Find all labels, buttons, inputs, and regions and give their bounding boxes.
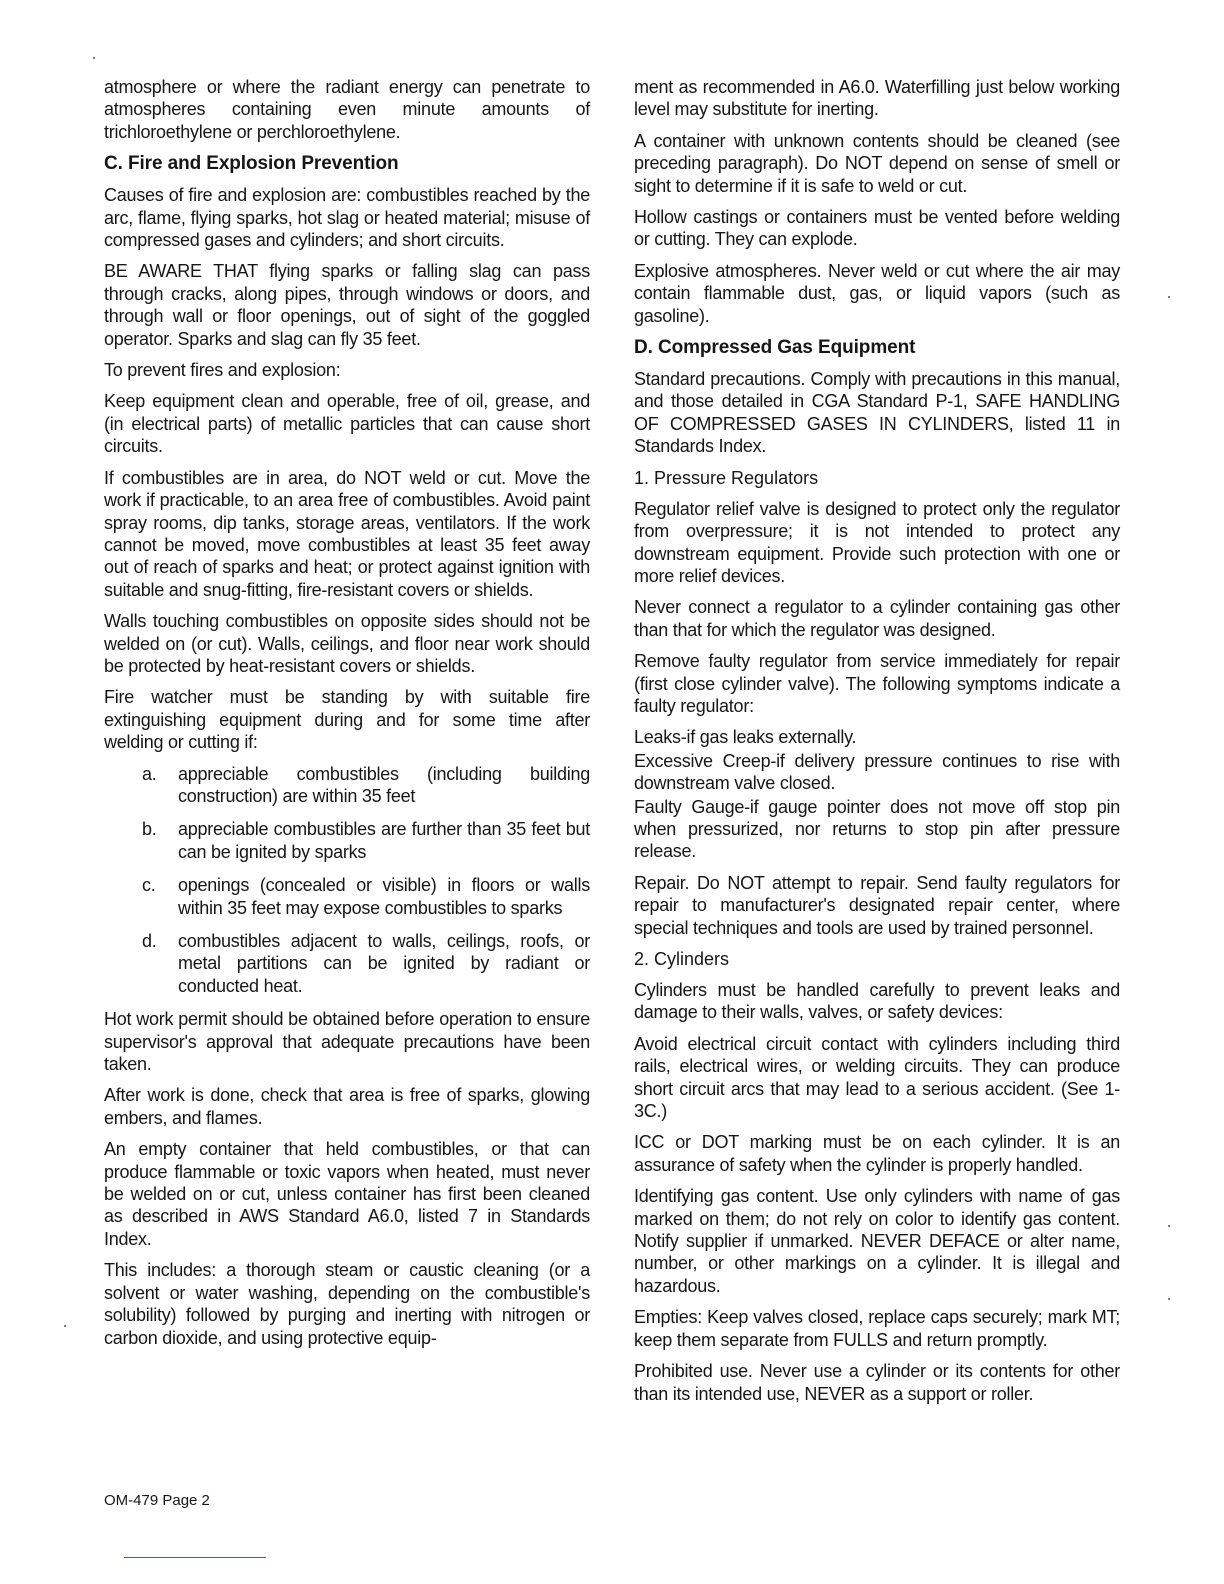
scan-speck — [1168, 1225, 1170, 1227]
list-marker: b. — [142, 819, 157, 840]
footer-rule — [124, 1557, 266, 1558]
list-item — [104, 818, 590, 863]
never-connect-paragraph: Never connect a regulator to a cylinder containing gas other than that for which the regulator was designed. — [634, 597, 1120, 640]
continuation-paragraph: ment as recommended in A6.0. Waterfilling just below working level may substitute for inerting. — [634, 77, 1120, 120]
list-item-text: appreciable combustibles are further than 35 feet but can be ignited by sparks — [178, 819, 590, 862]
scan-speck — [64, 1325, 66, 1327]
list-item — [104, 930, 590, 997]
heading-pressure-regulators: 1. Pressure Regulators — [634, 467, 819, 488]
scan-speck — [1168, 1298, 1170, 1300]
list-item — [104, 763, 590, 808]
list-item-text: openings (concealed or visible) in floors or walls within 35 feet may expose combustibles to sparks — [178, 875, 590, 918]
avoid-contact-paragraph: Avoid electrical circuit contact with cylinders including third rails, electrical wires, or welding circuits. They can produce short circuit arcs that may lead to a serious accident. (See 1-3C.) — [634, 1033, 1120, 1122]
list-item-text: appreciable combustibles (including building construction) are within 35 feet — [178, 763, 590, 806]
relief-valve-paragraph: Regulator relief valve is designed to protect only the regulator from overpressure; it is not intended to protect any downstream equipment. Provide such protection with one or more relief devices. — [634, 498, 1120, 586]
hollow-castings-paragraph: Hollow castings or containers must be vented before welding or cutting. They can explode. — [634, 207, 1120, 250]
leaks-paragraph: Leaks-if gas leaks externally. — [634, 727, 857, 748]
empties-paragraph: Empties: Keep valves closed, replace caps securely; mark MT; keep them separate from FULLS and return promptly. — [634, 1307, 1120, 1350]
heading-cylinders: 2. Cylinders — [634, 949, 730, 969]
scan-speck — [93, 57, 95, 59]
list-marker: a. — [142, 763, 157, 784]
fire-watcher-conditions-list — [104, 763, 590, 998]
page-footer: OM-479 Page 2 — [104, 1492, 210, 1509]
explosive-atmospheres-paragraph: Explosive atmospheres. Never weld or cut where the air may contain flammable dust, gas, or liquid vapors (such as gasoline). — [634, 260, 1120, 326]
list-item — [104, 874, 590, 919]
left-column — [104, 76, 590, 1358]
heading-compressed-gas-equipment: D. Compressed Gas Equipment — [634, 337, 916, 359]
this-includes-paragraph: This includes: a thorough steam or caustic cleaning (or a solvent or water washing, depending on the combustible's solubility) followed by purging and inerting with nitrogen or carbon dioxide, and using protective equip- — [104, 1260, 590, 1348]
list-marker: c. — [142, 875, 156, 896]
empty-container-paragraph: An empty container that held combustibles, or that can produce flammable or toxic vapors when heated, must never be welded on or cut, unless container has first been cleaned as described in AWS Standard A6.0, listed 7 in Standards Index. — [104, 1139, 590, 1249]
if-combustibles-paragraph: If combustibles are in area, do NOT weld or cut. Move the work if practicable, to an area free of combustibles. Avoid paint spray rooms, dip tanks, storage areas, ventilators. If the work cannot be moved, move combustibles at least 35 feet away out of reach of sparks and heat; or protect against ignition with suitable and snug-fitting, fire-resistant covers or shields. — [104, 467, 590, 600]
walls-paragraph: Walls touching combustibles on opposite sides should not be welded on (or cut). Walls, ceilings, and floor near work should be protected by heat-resistant covers or shields. — [104, 611, 590, 676]
scan-speck — [1168, 296, 1170, 298]
fire-watcher-paragraph: Fire watcher must be standing by with suitable fire extinguishing equipment during and for some time after welding or cutting if: — [104, 687, 590, 753]
hot-work-paragraph: Hot work permit should be obtained before operation to ensure supervisor's approval that adequate precautions have been taken. — [104, 1009, 590, 1075]
right-column — [634, 76, 1120, 1414]
heading-fire-explosion-prevention: C. Fire and Explosion Prevention — [104, 153, 399, 175]
icc-dot-paragraph: ICC or DOT marking must be on each cylinder. It is an assurance of safety when the cylinder is properly handled. — [634, 1132, 1120, 1175]
unknown-contents-paragraph: A container with unknown contents should be cleaned (see preceding paragraph). Do NOT depend on sense of smell or sight to determine if it is safe to weld or cut. — [634, 130, 1120, 196]
list-item-text: combustibles adjacent to walls, ceilings, roofs, or metal partitions can be ignited by radiant or conducted heat. — [178, 931, 590, 996]
causes-paragraph: Causes of fire and explosion are: combustibles reached by the arc, flame, flying sparks, hot slag or heated material; misuse of compressed gases and cylinders; and short circuits. — [104, 185, 590, 251]
remove-faulty-paragraph: Remove faulty regulator from service immediately for repair (first close cylinder valve). The following symptoms indicate a faulty regulator: — [634, 651, 1120, 716]
to-prevent-paragraph: To prevent fires and explosion: — [104, 360, 341, 381]
identifying-gas-paragraph: Identifying gas content. Use only cylinders with name of gas marked on them; do not rely on color to identify gas content. Notify supplier if unmarked. NEVER DEFACE or alter name, number, or other markings on a cylinder. It is illegal and hazardous. — [634, 1186, 1120, 1296]
keep-equipment-paragraph: Keep equipment clean and operable, free of oil, grease, and (in electrical parts) of metallic particles that can cause short circuits. — [104, 391, 590, 457]
cylinders-handled-paragraph: Cylinders must be handled carefully to prevent leaks and damage to their walls, valves, or safety devices: — [634, 980, 1120, 1023]
repair-paragraph: Repair. Do NOT attempt to repair. Send faulty regulators for repair to manufacturer's designated repair center, where special techniques and tools are used by trained personnel. — [634, 872, 1120, 938]
intro-continuation: atmosphere or where the radiant energy can penetrate to atmospheres containing even minute amounts of trichloroethylene or perchloroethylene. — [104, 77, 590, 142]
prohibited-use-paragraph: Prohibited use. Never use a cylinder or its contents for other than its intended use, NEVER as a support or roller. — [634, 1361, 1120, 1404]
faulty-gauge-paragraph: Faulty Gauge-if gauge pointer does not move off stop pin when pressurized, nor returns to stop pin after pressure release. — [634, 796, 1120, 862]
standard-precautions-paragraph: Standard precautions. Comply with precautions in this manual, and those detailed in CGA Standard P-1, SAFE HANDLING OF COMPRESSED GASES IN CYLINDERS, listed 11 in Standards Index. — [634, 369, 1120, 457]
be-aware-paragraph: BE AWARE THAT flying sparks or falling slag can pass through cracks, along pipes, through windows or doors, and through wall or floor openings, out of sight of the goggled operator. Sparks and slag can fly 35 feet. — [104, 261, 590, 349]
after-work-paragraph: After work is done, check that area is free of sparks, glowing embers, and flames. — [104, 1085, 590, 1128]
creep-paragraph: Excessive Creep-if delivery pressure continues to rise with downstream valve closed. — [634, 750, 1120, 794]
list-marker: d. — [142, 931, 157, 951]
